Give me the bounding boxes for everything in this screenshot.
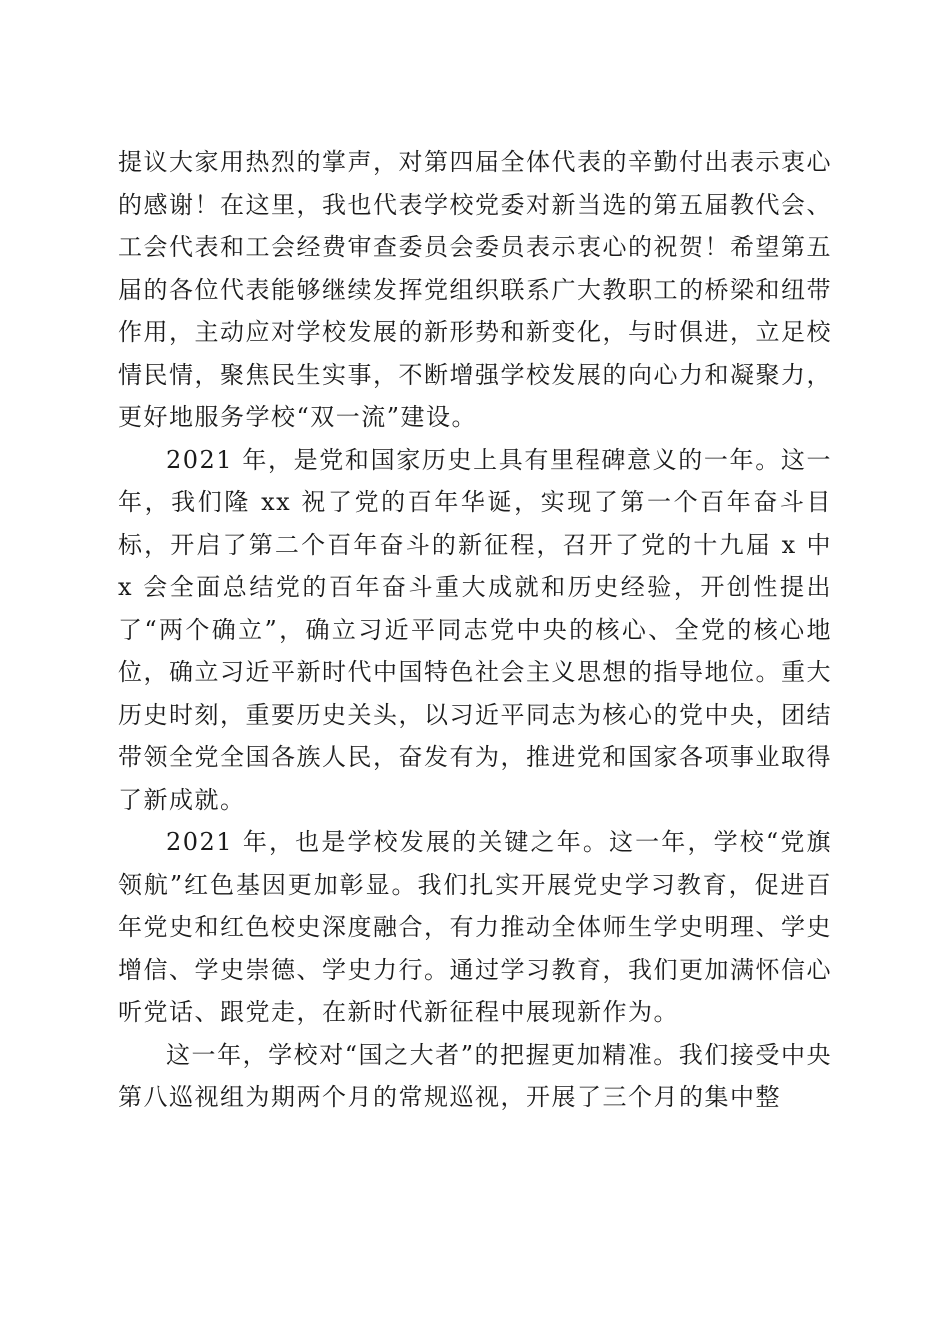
paragraph-2: 2021 年，是党和国家历史上具有里程碑意义的一年。这一年，我们隆 xx 祝了党的百年华诞，实现了第一个百年奋斗目标，开启了第二个百年奋斗的新征程，召开了党的十九届 x 中 x 会全面总结党的百年奋斗重大成就和历史经验，开创性提出了“两个确立”，确立习近平同志党中央的核心、全党的核心地位，确立习近平新时代中国特色社会主义思想的指导地位。重大历史时刻，重要历史关头，以习近平同志为核心的党中央，团结带领全党全国各族人民，奋发有为，推进党和国家各项事业取得了新成就。 (118, 445, 832, 814)
paragraph-3: 2021 年，也是学校发展的关键之年。这一年，学校“党旗领航”红色基因更加彰显。我们扎实开展党史学习教育，促进百年党史和红色校史深度融合，有力推动全体师生学史明理、学史增信、学史崇德、学史力行。通过学习教育，我们更加满怀信心听党话、跟党走，在新时代新征程中展现新作为。 (118, 828, 832, 1026)
paragraph-4: 这一年，学校对“国之大者”的把握更加精准。我们接受中央第八巡视组为期两个月的常规巡视，开展了三个月的集中整 (118, 1040, 832, 1111)
body-text (118, 141, 832, 1119)
paragraph-1: 提议大家用热烈的掌声，对第四届全体代表的辛勤付出表示衷心的感谢！在这里，我也代表学校党委对新当选的第五届教代会、工会代表和工会经费审查委员会委员表示衷心的祝贺！希望第五届的各位代表能够继续发挥党组织联系广大教职工的桥梁和纽带作用，主动应对学校发展的新形势和新变化，与时俱进，立足校情民情，聚焦民生实事，不断增强学校发展的向心力和凝聚力，更好地服务学校“双一流”建设。 (118, 148, 832, 431)
